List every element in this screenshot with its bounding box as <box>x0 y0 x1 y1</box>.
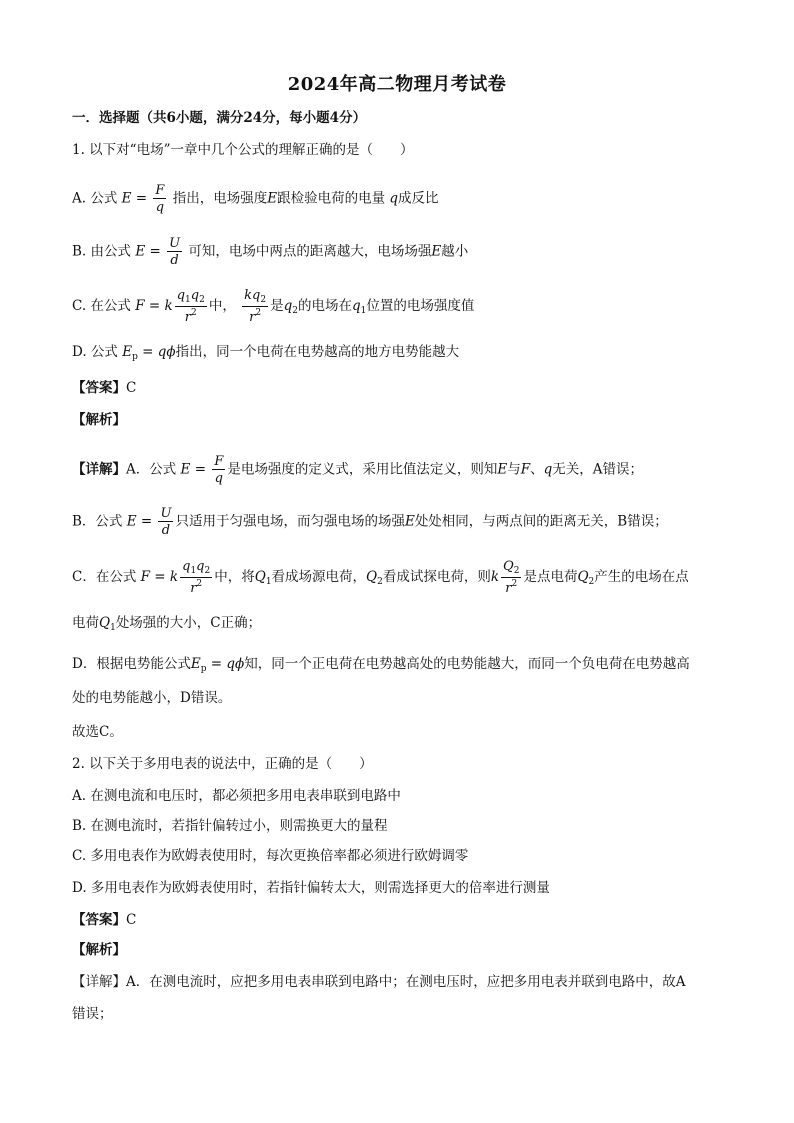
question-1-option-c: C. 在公式 F = k $\frac{q_1q_2}{r^2}$ 中， $\frac{kq_2}{r^2}$ 是$q_2$的电场在$q_1$位置的电场强度值 <box>72 288 475 325</box>
question-2-option-a: A. 在测电流和电压时，都必须把多用电表串联到电路中 <box>72 788 401 804</box>
question-2-answer: 【答案】C <box>72 912 137 928</box>
question-2-analysis-tag: 【解析】 <box>72 942 126 958</box>
question-2-option-c: C. 多用电表作为欧姆表使用时，每次更换倍率都必须进行欧姆调零 <box>72 848 469 864</box>
question-1-option-b: B. 由公式 E = $\frac{U}{d}$ 可知，电场中两点的距离越大，电场场强E越小 <box>72 236 469 268</box>
question-1-detail-d: D．根据电势能公式$E_p = q\phi$知，同一个正电荷在电势越高处的电势能越大，而同一个负电荷在电势越高 <box>72 656 690 674</box>
question-1-detail-c-cont: 电荷$Q_1$处场强的大小，C正确； <box>72 615 262 633</box>
question-1-stem: 1. 以下对“电场”一章中几个公式的理解正确的是（ ） <box>72 142 414 158</box>
question-1-detail-c: C．在公式 F = k $\frac{q_1q_2}{r^2}$ 中，将$Q_1$看成场源电荷，$Q_2$看成试探电荷，则k $\frac{Q_2}{r^2}$ 是点电荷$Q_2$产生的电场在点 <box>72 559 689 596</box>
question-1-option-a: A. 公式 E = $\frac{F}{q}$ 指出，电场强度E跟检验电荷的电量 q成反比 <box>72 183 439 215</box>
question-2-detail-line2: 错误； <box>72 1006 113 1022</box>
question-1-choice: 故选C。 <box>72 724 123 740</box>
question-2-detail-line1: 【详解】A．在测电流时，应把多用电表串联到电路中；在测电压时，应把多用电表并联到电路中，故A <box>72 974 686 990</box>
question-1-answer: 【答案】C <box>72 380 137 396</box>
question-1-detail-d-cont: 处的电势能越小，D错误。 <box>72 690 232 706</box>
page-title: 2024年高二物理月考试卷 <box>287 74 507 95</box>
question-1-detail-a: 【详解】A．公式 E = $\frac{F}{q}$ 是电场强度的定义式，采用比值法定义，则知E与F、q无关，A错误； <box>72 454 643 486</box>
question-1-option-d: D. 公式 $E_p = q\phi$指出，同一个电荷在电势越高的地方电势能越大 <box>72 344 460 362</box>
section-heading: 一．选择题（共6小题，满分24分，每小题4分） <box>72 110 367 126</box>
question-2-option-b: B. 在测电流时，若指针偏转过小，则需换更大的量程 <box>72 818 388 834</box>
question-1-detail-b: B．公式 E = $\frac{U}{d}$ 只适用于匀强电场，而匀强电场的场强E处处相同，与两点间的距离无关，B错误； <box>72 506 668 538</box>
question-1-analysis-tag: 【解析】 <box>72 412 126 428</box>
question-2-option-d: D. 多用电表作为欧姆表使用时，若指针偏转太大，则需选择更大的倍率进行测量 <box>72 880 550 896</box>
question-2-stem: 2. 以下关于多用电表的说法中，正确的是（ ） <box>72 756 373 772</box>
